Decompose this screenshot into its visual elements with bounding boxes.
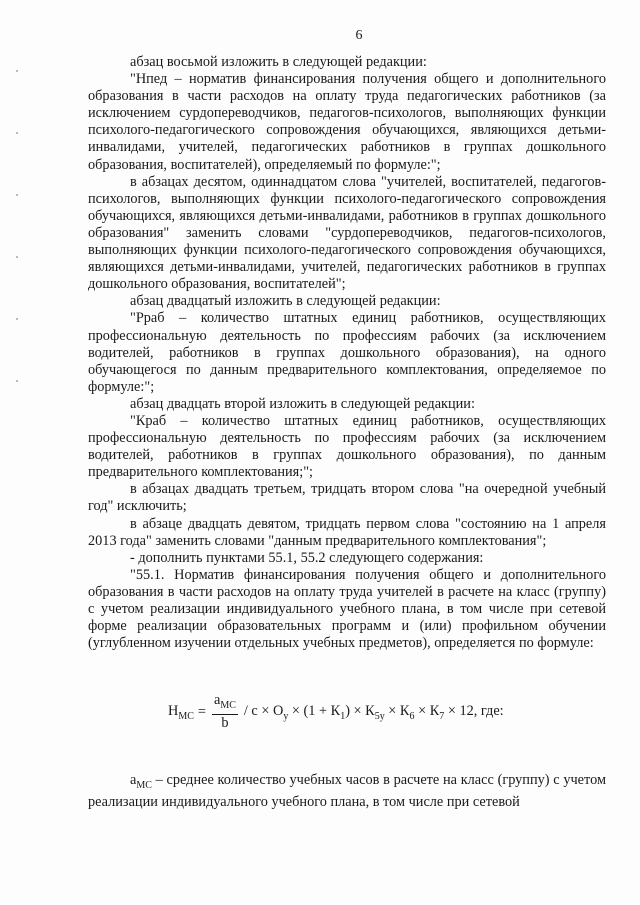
scan-edge-marks: [16, 70, 20, 442]
formula-numerator: $а_{МС}$: [212, 692, 238, 715]
formula: [168, 692, 606, 732]
formula-fraction: [212, 692, 238, 732]
paragraph-6: абзац двадцать второй изложить в следующей редакции:: [130, 395, 475, 412]
paragraph-10: - дополнить пунктами 55.1, 55.2 следующего содержания:: [130, 549, 484, 566]
paragraph-3: в абзацах десятом, одиннадцатом слова "учителей, воспитателей, педагогов-психологов, выполняющих функции психолого-педагогического сопровождения обучающихся, являющихся детьми-инвалидами, работников в группах дошкольного образования" заменить словами "сурдопереводчиков, педагогов-психологов, выполняющих функции психолого-педагогического сопровождения обучающихся, являющихся детьми-инвалидами, учителей, педагогических работников в группах дошкольного образования, воспитателей";: [88, 173, 606, 293]
paragraph-9: в абзаце двадцать девятом, тридцать первом слова "состоянию на 1 апреля 2013 года" заменить словами "данным предварительного комплектования";: [88, 515, 606, 549]
formula-explanation: $а_{МС}$ – среднее количество учебных часов в расчете на класс (группу) с учетом реализации индивидуального учебного плана, в том числе при сетевой: [88, 772, 606, 811]
formula-rest: / $c \times О_у \times (1 + К_1) \times К_{5у} \times К_6 \times К_7 \times 12$, где:: [243, 702, 504, 722]
formula-denominator: b: [221, 715, 229, 732]
paragraph-2: "Нпед – норматив финансирования получения общего и дополнительного образования в части расходов на оплату труда педагогических работников (за исключением сурдопереводчиков, педагогов-психологов, выполняющих функции психолого-педагогического сопровождения обучающихся, являющихся детьми-инвалидами, учителей, педагогических работников в группах дошкольного образования, воспитателей), определяемый по формуле:";: [88, 71, 606, 173]
paragraph-7: "Краб – количество штатных единиц работников, осуществляющих профессиональную деятельность по профессиям рабочих (за исключением водителей, работников в группах дошкольного образования), по данным предварительного комплектования;";: [88, 412, 606, 481]
formula-equals: =: [197, 703, 206, 720]
paragraph-1: абзац восьмой изложить в следующей редакции:: [130, 54, 427, 70]
page-number: 6: [355, 28, 363, 43]
formula-lhs: $Н_{МС}$: [168, 702, 194, 722]
paragraph-4: абзац двадцатый изложить в следующей редакции:: [130, 293, 441, 310]
paragraph-11: "55.1. Норматив финансирования получения общего и дополнительного образования в части расходов на оплату труда учителей в расчете на класс (группу) с учетом реализации индивидуального учебного плана, в том числе при сетевой форме реализации образовательных программ и (или) профильном обучении (углубленном изучении отдельных учебных предметов), определяется по формуле:: [88, 566, 606, 652]
paragraph-8: в абзацах двадцать третьем, тридцать втором слова "на очередной учебный год" исключить;: [88, 481, 606, 515]
paragraph-5: "Рраб – количество штатных единиц работников, осуществляющих профессиональную деятельность по профессиям рабочих (за исключением водителей, работников в группах дошкольного образования), на одного обучающегося по данным предварительного комплектования, определяемое по формуле:";: [88, 310, 606, 395]
